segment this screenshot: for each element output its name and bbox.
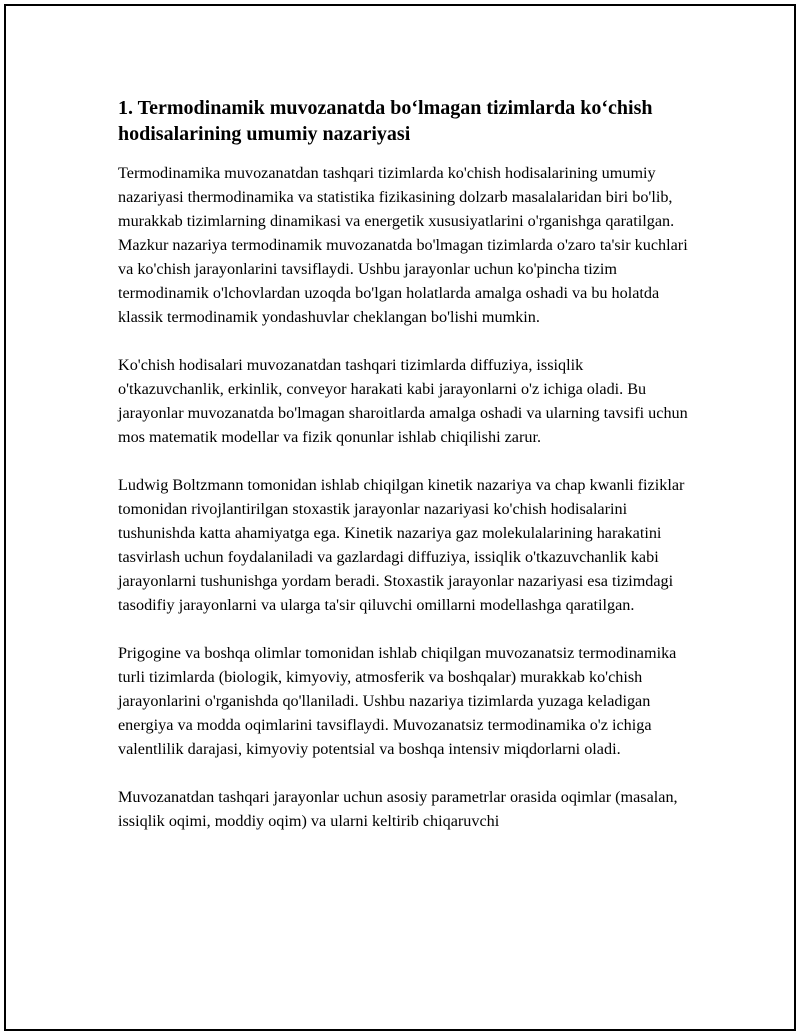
- paragraph-1: Termodinamika muvozanatdan tashqari tizimlarda ko'chish hodisalarining umumiy nazariyasi thermodinamika va statistika fizikasining dolzarb masalalaridan biri bo'lib, murakkab tizimlarning dinamikasi va energetik xususiyatlarini o'rganishga qaratilgan. Mazkur nazariya termodinamik muvozanatda bo'lmagan tizimlarda o'zaro ta'sir kuchlari va ko'chish jarayonlarini tavsiflaydi. Ushbu jarayonlar uchun ko'pincha tizim termodinamik o'lchovlardan uzoqda bo'lgan holatlarda amalga oshadi va bu holatda klassik termodinamik yondashuvlar cheklangan bo'lishi mumkin.: [118, 164, 688, 326]
- paragraph-2: Ko'chish hodisalari muvozanatdan tashqari tizimlarda diffuziya, issiqlik o'tkazuvchanlik, erkinlik, conveyor harakati kabi jarayonlarni o'z ichiga oladi. Bu jarayonlar muvozanatda bo'lmagan sharoitlarda amalga oshadi va ularning tavsifi uchun mos matematik modellar va fizik qonunlar ishlab chiqilishi zarur.: [118, 356, 688, 446]
- document-body: [118, 95, 688, 857]
- paragraph-3: Ludwig Boltzmann tomonidan ishlab chiqilgan kinetik nazariya va chap kwanli fiziklar tomonidan rivojlantirilgan stoxastik jarayonlar nazariyasi ko'chish hodisalarini tushunishda katta ahamiyatga ega. Kinetik nazariya gaz molekulalarining harakatini tasvirlash uchun foydalaniladi va gazlardagi diffuziya, issiqlik o'tkazuvchanlik kabi jarayonlarni tushunishga yordam beradi. Stoxastik jarayonlar nazariyasi esa tizimdagi tasodifiy jarayonlarni va ularga ta'sir qiluvchi omillarni modellashga qaratilgan.: [118, 476, 685, 614]
- document-title: 1. Termodinamik muvozanatda bo‘lmagan tizimlarda ko‘chish hodisalarining umumiy nazariyasi: [118, 97, 653, 145]
- paragraph-5: Muvozanatdan tashqari jarayonlar uchun asosiy parametrlar orasida oqimlar (masalan, issiqlik oqimi, moddiy oqim) va ularni keltirib chiqaruvchi: [118, 788, 678, 830]
- paragraph-4: Prigogine va boshqa olimlar tomonidan ishlab chiqilgan muvozanatsiz termodinamika turli tizimlarda (biologik, kimyoviy, atmosferik va boshqalar) murakkab ko'chish jarayonlarini o'rganishda qo'llaniladi. Ushbu nazariya tizimlarda yuzaga keladigan energiya va modda oqimlarini tavsiflaydi. Muvozanatsiz termodinamika o'z ichiga valentlilik darajasi, kimyoviy potentsial va boshqa intensiv miqdorlarni oladi.: [118, 644, 677, 758]
